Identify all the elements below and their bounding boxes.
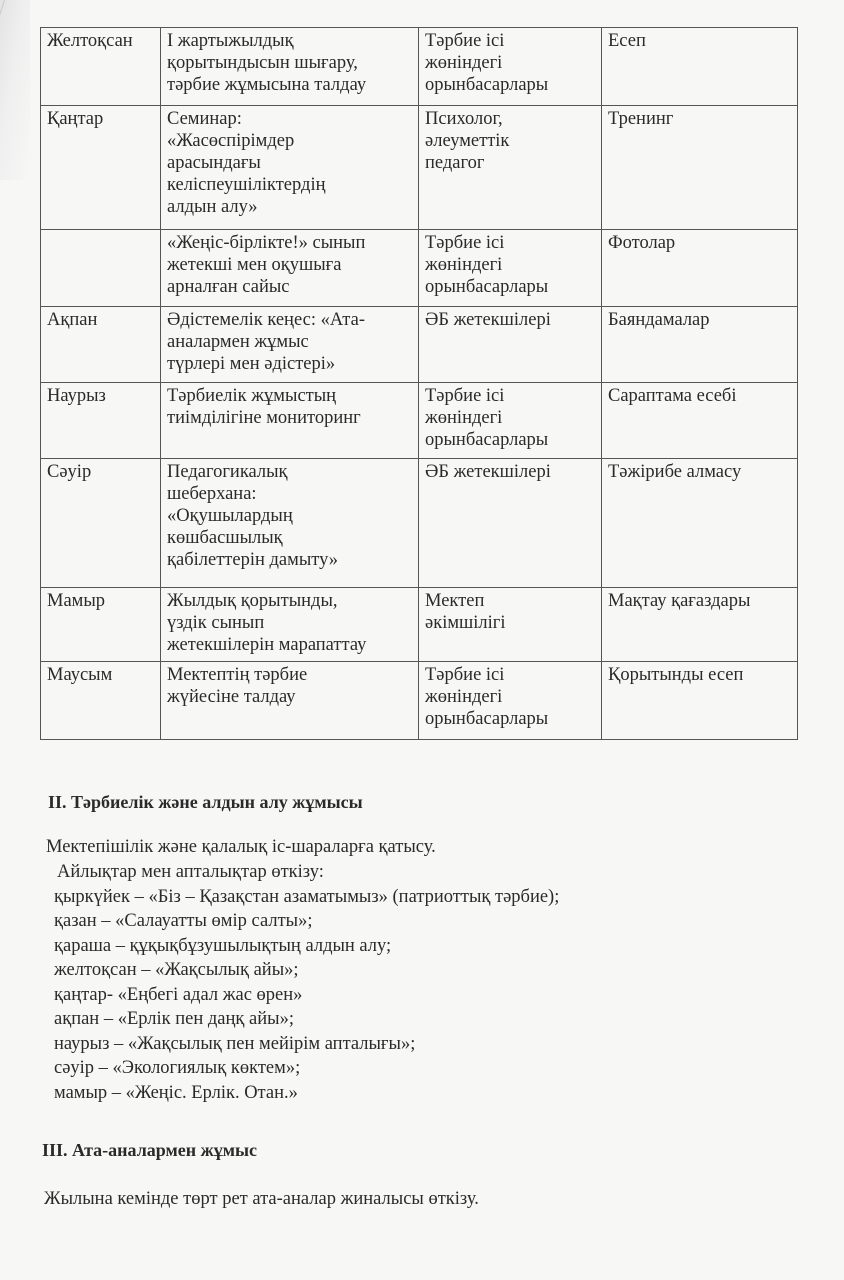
- responsible-cell: [419, 106, 602, 230]
- cell-text-line: педагог: [425, 153, 485, 173]
- cell-text-line: орынбасарлары: [425, 430, 549, 450]
- section-2-intro: Мектепішілік және қалалық іс-шараларға қатысу.: [46, 837, 436, 857]
- cell-text-line: көшбасшылық: [167, 528, 283, 548]
- cell-text-line: Тәжірибе алмасу: [608, 462, 742, 482]
- table-row: [41, 383, 798, 459]
- cell-text-line: орынбасарлары: [425, 277, 549, 297]
- output-cell: [602, 662, 798, 740]
- cell-text-line: Тәрбие ісі: [425, 665, 505, 685]
- cell-text-line: Тәрбие ісі: [425, 31, 505, 51]
- cell-text-line: түрлері мен әдістері»: [167, 354, 336, 374]
- output-cell: [602, 307, 798, 383]
- responsible-cell: [419, 28, 602, 106]
- cell-text-line: Сәуір: [47, 462, 92, 482]
- event-list-item: қыркүйек – «Біз – Қазақстан азаматымыз» (патриоттық тәрбие);: [54, 887, 560, 907]
- cell-text-line: Есеп: [608, 31, 646, 51]
- cell-text-line: Мектеп: [425, 591, 485, 611]
- responsible-cell: [419, 307, 602, 383]
- cell-text-line: Сараптама есебі: [608, 386, 737, 406]
- cell-text-line: тәрбие жұмысына талдау: [167, 75, 367, 95]
- responsible-cell: [419, 230, 602, 307]
- cell-text-line: Әдістемелік кеңес: «Ата-: [167, 310, 365, 330]
- cell-text-line: жөніндегі: [425, 255, 503, 275]
- responsible-cell: [419, 588, 602, 662]
- month-cell: [41, 307, 161, 383]
- event-cell: [161, 307, 419, 383]
- table-row: [41, 459, 798, 588]
- cell-text-line: Педагогикалық: [167, 462, 288, 482]
- cell-text-line: әкімшілігі: [425, 613, 506, 633]
- work-plan-table: [40, 27, 798, 740]
- cell-text-line: Психолог,: [425, 109, 503, 129]
- month-cell: [41, 28, 161, 106]
- output-cell: [602, 230, 798, 307]
- table-row: [41, 106, 798, 230]
- cell-text-line: келіспеушіліктердің: [167, 175, 326, 195]
- cell-text-line: жүйесіне талдау: [167, 687, 296, 707]
- cell-text-line: Семинар:: [167, 109, 242, 129]
- cell-text-line: алдын алу»: [167, 197, 258, 217]
- event-list-item: мамыр – «Жеңіс. Ерлік. Отан.»: [54, 1083, 298, 1103]
- cell-text-line: Жылдық қорытынды,: [167, 591, 338, 611]
- cell-text-line: Мақтау қағаздары: [608, 591, 751, 611]
- cell-text-line: І жартыжылдық: [167, 31, 294, 51]
- cell-text-line: Маусым: [47, 665, 113, 685]
- event-list-item: ақпан – «Ерлік пен даңқ айы»;: [54, 1009, 294, 1029]
- output-cell: [602, 106, 798, 230]
- cell-text-line: «Жасөспірімдер: [167, 131, 295, 151]
- work-plan-table-body: [41, 28, 798, 740]
- cell-text-line: Тәрбие ісі: [425, 386, 505, 406]
- cell-text-line: шеберхана:: [167, 484, 257, 504]
- cell-text-line: Тренинг: [608, 109, 674, 129]
- cell-text-line: Қорытынды есеп: [608, 665, 744, 685]
- month-cell: [41, 230, 161, 307]
- cell-text-line: жөніндегі: [425, 53, 503, 73]
- output-cell: [602, 588, 798, 662]
- cell-text-line: жетекшілерін марапаттау: [167, 635, 367, 655]
- table-row: [41, 588, 798, 662]
- table-row: [41, 230, 798, 307]
- responsible-cell: [419, 459, 602, 588]
- event-list-item: желтоқсан – «Жақсылық айы»;: [54, 960, 299, 980]
- event-list-item: қаңтар- «Еңбегі адал жас өрен»: [54, 985, 303, 1005]
- table-row: [41, 662, 798, 740]
- event-list-item: наурыз – «Жақсылық пен мейірім апталығы»;: [54, 1034, 416, 1054]
- cell-text-line: жетекші мен оқушыға: [167, 255, 342, 275]
- cell-text-line: арасындағы: [167, 153, 261, 173]
- cell-text-line: Тәрбиелік жұмыстың: [167, 386, 337, 406]
- section-2-heading: ІІ. Тәрбиелік және алдын алу жұмысы: [48, 792, 363, 812]
- output-cell: [602, 459, 798, 588]
- cell-text-line: орынбасарлары: [425, 75, 549, 95]
- cell-text-line: жөніндегі: [425, 687, 503, 707]
- table-row: [41, 307, 798, 383]
- cell-text-line: ӘБ жетекшілері: [425, 310, 551, 330]
- cell-text-line: аналармен жұмыс: [167, 332, 309, 352]
- cell-text-line: қабілеттерін дамыту»: [167, 550, 339, 570]
- event-cell: [161, 28, 419, 106]
- cell-text-line: Мамыр: [47, 591, 106, 611]
- cell-text-line: «Жеңіс-бірлікте!» сынып: [167, 233, 366, 253]
- cell-text-line: Ақпан: [47, 310, 98, 330]
- event-list-item: сәуір – «Экологиялық көктем»;: [54, 1058, 301, 1078]
- cell-text-line: Баяндамалар: [608, 310, 710, 330]
- page-edge-shadow: [0, 0, 30, 180]
- event-cell: [161, 588, 419, 662]
- event-cell: [161, 383, 419, 459]
- cell-text-line: Наурыз: [47, 386, 106, 406]
- cell-text-line: Фотолар: [608, 233, 676, 253]
- cell-text-line: жөніндегі: [425, 408, 503, 428]
- cell-text-line: Мектептің тәрбие: [167, 665, 308, 685]
- section-3-heading: ІІІ. Ата-аналармен жұмыс: [42, 1140, 258, 1160]
- cell-text-line: арналған сайыс: [167, 277, 290, 297]
- section-2-lead: Айлықтар мен апталықтар өткізу:: [57, 862, 324, 882]
- month-cell: [41, 662, 161, 740]
- table-row: [41, 28, 798, 106]
- cell-text-line: әлеуметтік: [425, 131, 510, 151]
- month-cell: [41, 383, 161, 459]
- cell-text-line: қорытындысын шығару,: [167, 53, 358, 73]
- month-cell: [41, 459, 161, 588]
- cell-text-line: тиімділігіне мониторинг: [167, 408, 361, 428]
- responsible-cell: [419, 662, 602, 740]
- cell-text-line: ӘБ жетекшілері: [425, 462, 551, 482]
- cell-text-line: Тәрбие ісі: [425, 233, 505, 253]
- cell-text-line: орынбасарлары: [425, 709, 549, 729]
- output-cell: [602, 28, 798, 106]
- event-cell: [161, 459, 419, 588]
- month-cell: [41, 588, 161, 662]
- event-cell: [161, 106, 419, 230]
- cell-text-line: «Оқушылардың: [167, 506, 293, 526]
- section-3-text: Жылына кемінде төрт рет ата-аналар жиналысы өткізу.: [44, 1189, 479, 1209]
- event-cell: [161, 662, 419, 740]
- cell-text-line: Қаңтар: [47, 109, 104, 129]
- month-cell: [41, 106, 161, 230]
- cell-text-line: үздік сынып: [167, 613, 265, 633]
- cell-text-line: Желтоқсан: [47, 31, 133, 51]
- responsible-cell: [419, 383, 602, 459]
- event-list-item: қазан – «Салауатты өмір салты»;: [54, 911, 313, 931]
- output-cell: [602, 383, 798, 459]
- event-cell: [161, 230, 419, 307]
- event-list-item: қараша – құқықбұзушылықтың алдын алу;: [54, 936, 392, 956]
